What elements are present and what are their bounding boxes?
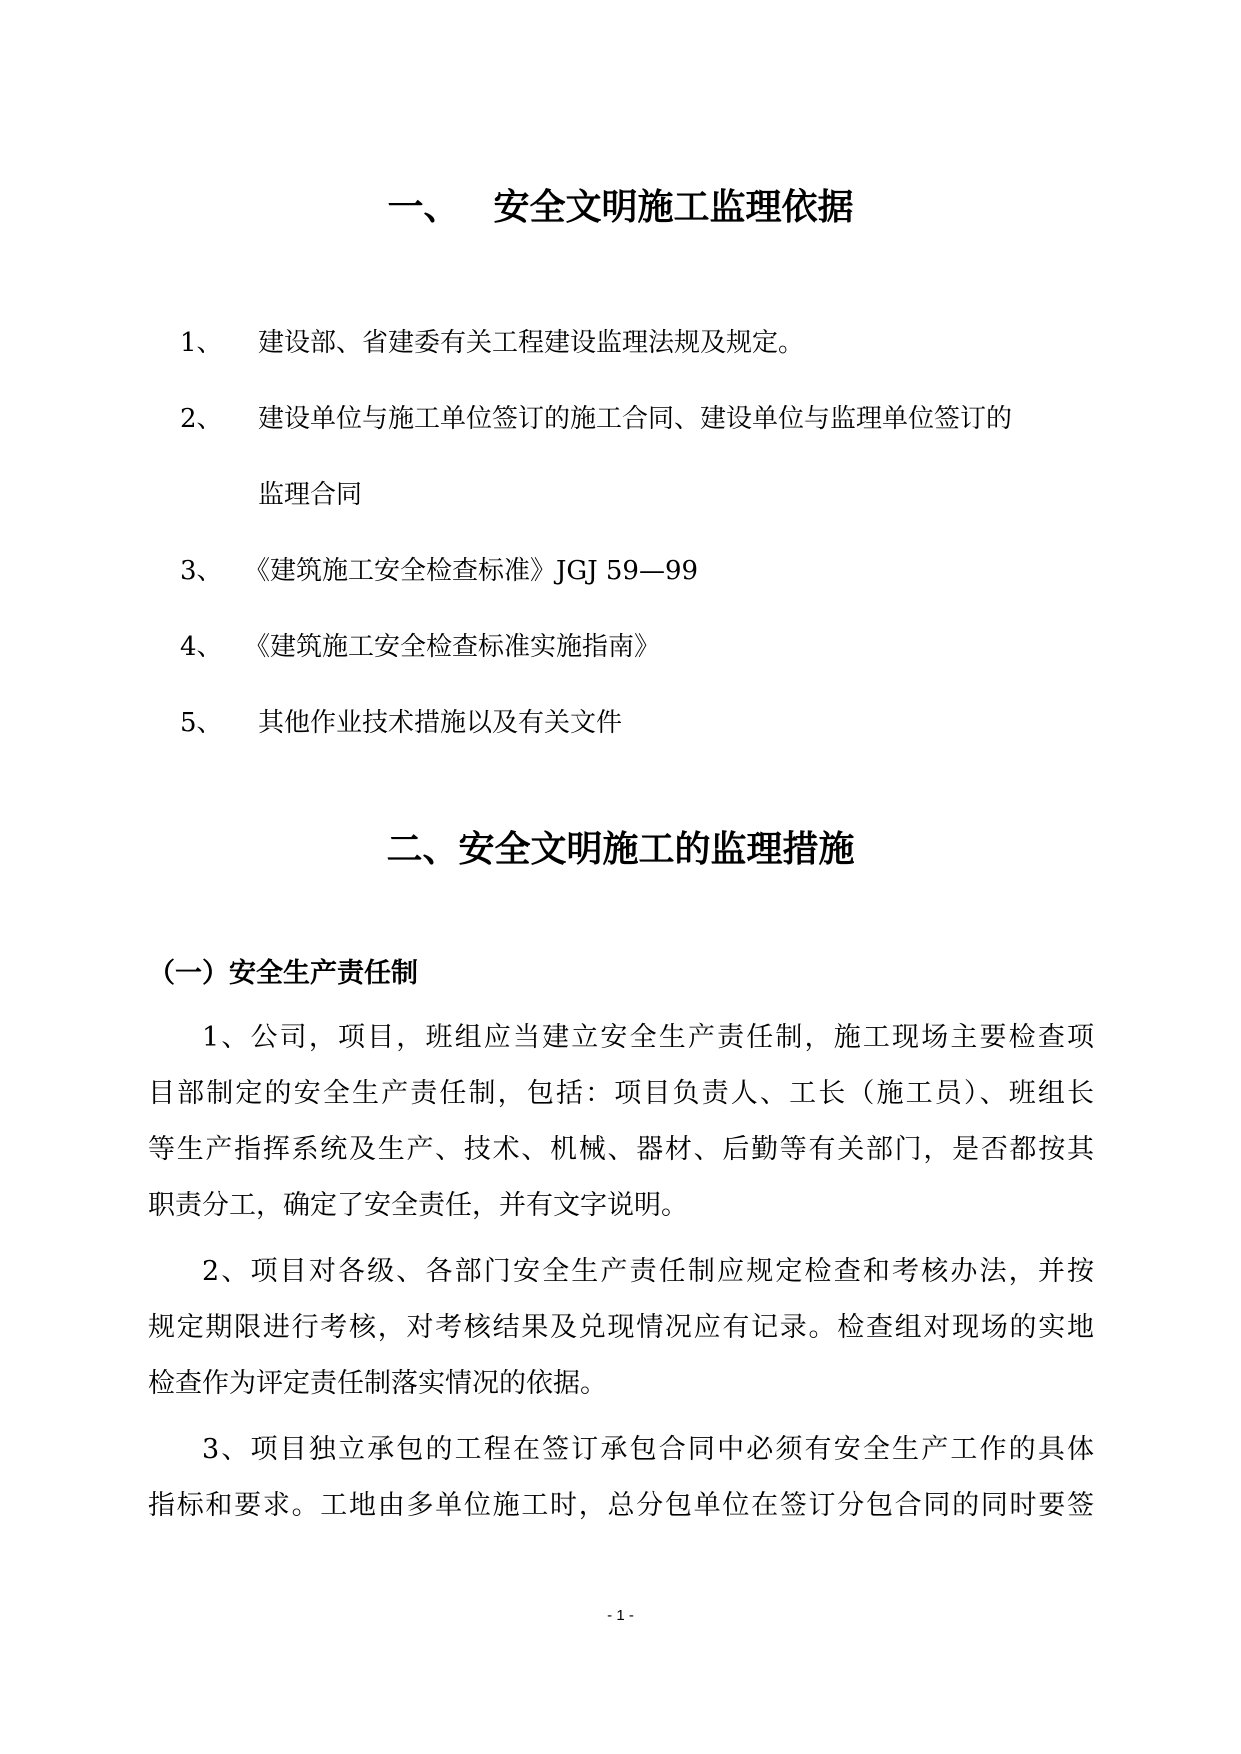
section-1-number: 一、 [387,187,460,228]
page-number: - 1 - [607,1607,634,1624]
paragraph-2-line: 2、项目对各级、各部门安全生产责任制应规定检查和考核办法，并按 [202,1256,1094,1287]
paragraph-3-line: 指标和要求。工地由多单位施工时，总分包单位在签订分包合同的同时要签 [148,1490,1094,1521]
section-1-title: 安全文明施工监理依据 [493,187,854,228]
paragraph-3-line: 3、项目独立承包的工程在签订承包合同中必须有安全生产工作的具体 [202,1434,1094,1465]
basis-item-2-continuation: 监理合同 [258,480,363,510]
basis-item-text: 《建筑施工安全检查标准实施指南》 [244,632,661,662]
basis-item-text: 其他作业技术措施以及有关文件 [258,708,623,738]
basis-item-number: 1、 [180,328,223,358]
subsection-heading: （一）安全生产责任制 [148,958,418,989]
basis-item-3 [180,554,698,588]
section-1-heading [0,186,1241,230]
paragraph-2-line: 规定期限进行考核，对考核结果及兑现情况应有记录。检查组对现场的实地 [148,1312,1094,1343]
basis-item-number: 5、 [180,708,223,738]
basis-item-1 [180,326,804,360]
paragraph-1-line: 职责分工，确定了安全责任，并有文字说明。 [148,1190,688,1221]
paragraph-2-line: 检查作为评定责任制落实情况的依据。 [148,1368,607,1399]
basis-item-2 [180,402,1012,436]
section-2-heading: 二、安全文明施工的监理措施 [386,829,855,870]
basis-item-5 [180,706,622,740]
basis-item-text: 建设部、省建委有关工程建设监理法规及规定。 [258,328,805,358]
paragraph-1-line: 等生产指挥系统及生产、技术、机械、器材、后勤等有关部门，是否都按其 [148,1134,1094,1165]
basis-item-number: 2、 [180,404,223,434]
paragraph-1-line: 目部制定的安全生产责任制，包括：项目负责人、工长（施工员）、班组长 [148,1078,1094,1109]
basis-item-4 [180,630,660,664]
paragraph-1-line: 1、公司，项目，班组应当建立安全生产责任制，施工现场主要检查项 [202,1022,1094,1053]
basis-item-text: 建设单位与施工单位签订的施工合同、建设单位与监理单位签订的 [258,404,1013,434]
basis-item-number: 3、 [180,556,223,586]
basis-item-number: 4、 [180,632,223,662]
basis-item-text: 《建筑施工安全检查标准》JGJ 59—99 [244,556,699,586]
